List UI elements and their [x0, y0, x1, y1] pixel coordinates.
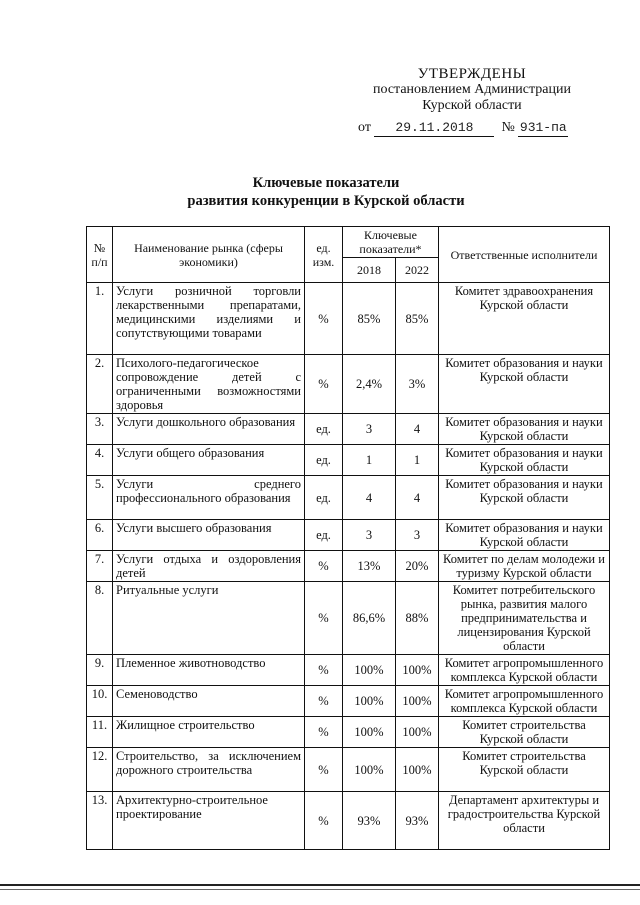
- scan-bottom-edge-shadow: [0, 889, 640, 890]
- row-value-2022: 93%: [396, 792, 439, 850]
- row-no: 3.: [87, 414, 113, 445]
- row-value-2022: 3%: [396, 355, 439, 414]
- row-no: 8.: [87, 582, 113, 655]
- row-responsible: Комитет образования и науки Курской области: [439, 355, 610, 414]
- row-market: Услуги высшего образования: [113, 520, 305, 551]
- row-unit: %: [305, 551, 343, 582]
- table-row: [87, 445, 610, 476]
- row-responsible: Комитет образования и науки Курской области: [439, 520, 610, 551]
- row-market: Архитектурно-строительное проектирование: [113, 792, 305, 850]
- row-responsible: Департамент архитектуры и градостроительства Курской области: [439, 792, 610, 850]
- row-responsible: Комитет потребительского рынка, развития малого предпринимательства и лицензирования Курской области: [439, 582, 610, 655]
- table-row: [87, 283, 610, 355]
- row-responsible: Комитет агропромышленного комплекса Курской области: [439, 686, 610, 717]
- row-value-2018: 1: [343, 445, 396, 476]
- decree-date: 29.11.2018: [374, 120, 494, 137]
- heading-line2: развития конкуренции в Курской области: [187, 193, 465, 209]
- header-no: № п/п: [87, 227, 113, 283]
- row-value-2018: 86,6%: [343, 582, 396, 655]
- row-value-2022: 100%: [396, 717, 439, 748]
- row-no: 5.: [87, 476, 113, 520]
- date-prefix: от: [358, 120, 371, 135]
- row-market: Ритуальные услуги: [113, 582, 305, 655]
- row-value-2022: 20%: [396, 551, 439, 582]
- row-value-2018: 100%: [343, 655, 396, 686]
- row-responsible: Комитет строительства Курской области: [439, 748, 610, 792]
- header-year-2018: 2018: [343, 258, 396, 283]
- row-value-2018: 4: [343, 476, 396, 520]
- row-value-2022: 85%: [396, 283, 439, 355]
- table-row: [87, 551, 610, 582]
- approval-line1: постановлением Администрации: [373, 82, 571, 97]
- table-row: [87, 582, 610, 655]
- row-market: Услуги среднего профессионального образования: [113, 476, 305, 520]
- number-prefix: №: [501, 120, 515, 135]
- row-no: 4.: [87, 445, 113, 476]
- row-market: Племенное животноводство: [113, 655, 305, 686]
- row-unit: %: [305, 717, 343, 748]
- decree-reference: [358, 120, 588, 137]
- row-no: 12.: [87, 748, 113, 792]
- decree-number: 931-па: [519, 120, 567, 135]
- row-market: Семеноводство: [113, 686, 305, 717]
- row-value-2018: 100%: [343, 717, 396, 748]
- table-row: [87, 414, 610, 445]
- row-responsible: Комитет здравоохранения Курской области: [439, 283, 610, 355]
- row-market: Услуги дошкольного образования: [113, 414, 305, 445]
- row-market: Строительство, за исключением дорожного строительства: [113, 748, 305, 792]
- row-unit: ед.: [305, 520, 343, 551]
- approval-stamp: [352, 66, 592, 114]
- table-row: [87, 476, 610, 520]
- row-unit: ед.: [305, 476, 343, 520]
- row-no: 1.: [87, 283, 113, 355]
- row-unit: %: [305, 686, 343, 717]
- row-unit: %: [305, 283, 343, 355]
- row-value-2022: 100%: [396, 655, 439, 686]
- row-unit: %: [305, 655, 343, 686]
- row-market: Услуги общего образования: [113, 445, 305, 476]
- table-row: [87, 748, 610, 792]
- table-row: [87, 520, 610, 551]
- row-no: 13.: [87, 792, 113, 850]
- indicators-table: [86, 226, 610, 850]
- approval-line2: Курской области: [422, 98, 522, 113]
- row-unit: ед.: [305, 414, 343, 445]
- row-responsible: Комитет образования и науки Курской области: [439, 414, 610, 445]
- row-responsible: Комитет образования и науки Курской области: [439, 445, 610, 476]
- approval-title: УТВЕРЖДЕНЫ: [417, 66, 527, 82]
- row-unit: %: [305, 748, 343, 792]
- document-heading: [160, 174, 492, 210]
- row-responsible: Комитет строительства Курской области: [439, 717, 610, 748]
- header-year-2022: 2022: [396, 258, 439, 283]
- row-no: 2.: [87, 355, 113, 414]
- scan-bottom-edge: [0, 884, 640, 886]
- table-row: [87, 355, 610, 414]
- header-unit: ед. изм.: [305, 227, 343, 283]
- row-no: 9.: [87, 655, 113, 686]
- row-market: Жилищное строительство: [113, 717, 305, 748]
- row-value-2022: 3: [396, 520, 439, 551]
- row-unit: %: [305, 582, 343, 655]
- row-value-2018: 93%: [343, 792, 396, 850]
- row-responsible: Комитет по делам молодежи и туризму Курской области: [439, 551, 610, 582]
- table-row: [87, 717, 610, 748]
- row-value-2018: 85%: [343, 283, 396, 355]
- heading-line1: Ключевые показатели: [252, 175, 400, 191]
- row-no: 6.: [87, 520, 113, 551]
- row-market: Услуги розничной торговли лекарственными препаратами, медицинскими изделиями и сопутствующими товарами: [113, 283, 305, 355]
- row-value-2018: 3: [343, 414, 396, 445]
- row-value-2022: 4: [396, 476, 439, 520]
- row-value-2022: 100%: [396, 748, 439, 792]
- row-no: 7.: [87, 551, 113, 582]
- row-value-2022: 100%: [396, 686, 439, 717]
- row-value-2022: 1: [396, 445, 439, 476]
- header-market: Наименование рынка (сферы экономики): [113, 227, 305, 283]
- row-unit: %: [305, 355, 343, 414]
- table-row: [87, 792, 610, 850]
- row-market: Психолого-педагогическое сопровождение детей с ограниченными возможностями здоровья: [113, 355, 305, 414]
- row-value-2018: 2,4%: [343, 355, 396, 414]
- row-responsible: Комитет агропромышленного комплекса Курской области: [439, 655, 610, 686]
- row-no: 10.: [87, 686, 113, 717]
- row-unit: ед.: [305, 445, 343, 476]
- row-value-2022: 88%: [396, 582, 439, 655]
- row-value-2018: 13%: [343, 551, 396, 582]
- table-row: [87, 655, 610, 686]
- table-row: [87, 686, 610, 717]
- row-market: Услуги отдыха и оздоровления детей: [113, 551, 305, 582]
- row-value-2018: 100%: [343, 748, 396, 792]
- row-responsible: Комитет образования и науки Курской области: [439, 476, 610, 520]
- row-value-2018: 100%: [343, 686, 396, 717]
- header-responsible: Ответственные исполнители: [439, 227, 610, 283]
- header-indicators: Ключевые показатели*: [343, 227, 439, 258]
- row-value-2022: 4: [396, 414, 439, 445]
- row-no: 11.: [87, 717, 113, 748]
- row-value-2018: 3: [343, 520, 396, 551]
- row-unit: %: [305, 792, 343, 850]
